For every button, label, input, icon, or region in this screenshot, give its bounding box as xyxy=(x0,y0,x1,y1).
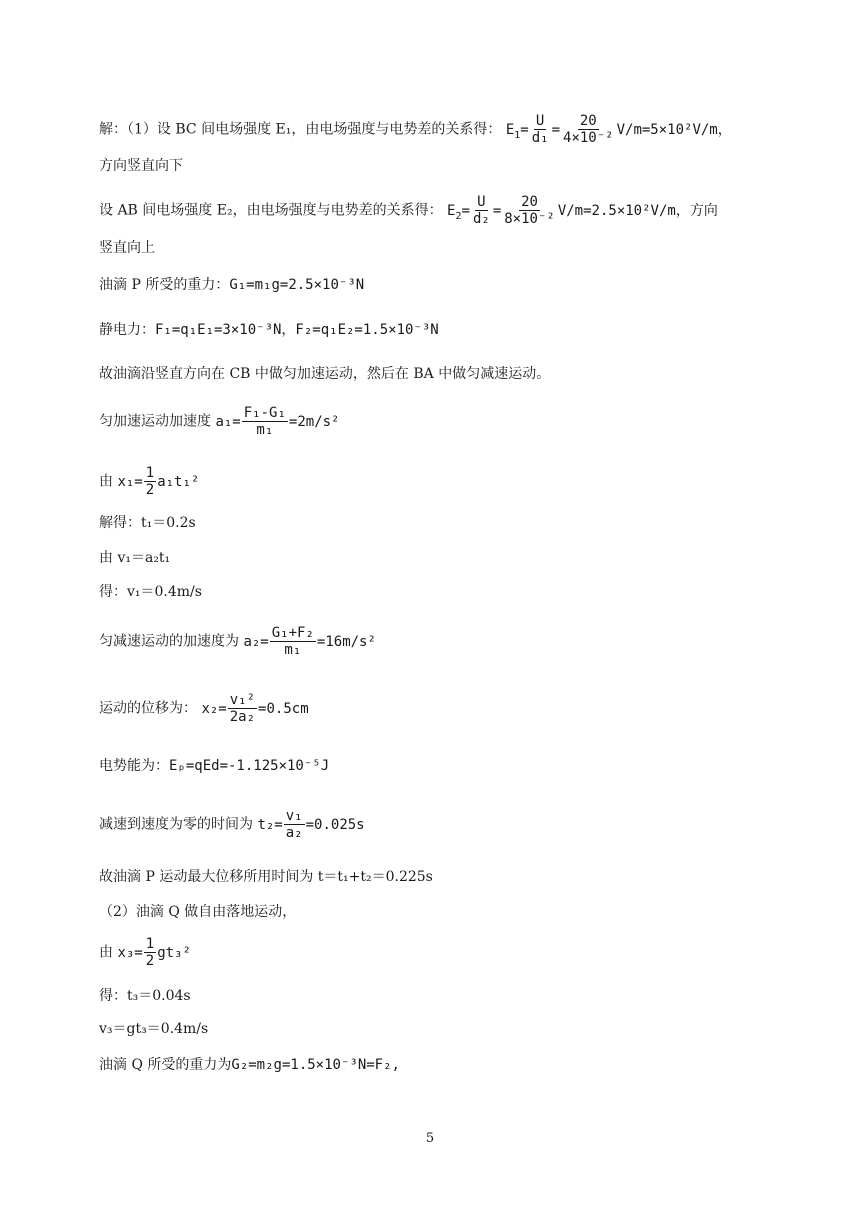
formula-symbol: E xyxy=(505,121,515,138)
fraction-denominator: d₂ xyxy=(472,211,490,228)
fraction-denominator: 2 xyxy=(145,953,155,970)
line-text: 油滴 P 所受的重力： xyxy=(99,277,230,293)
line-text: 解：（1）设 BC 间电场强度 E₁，由电场强度与电势差的关系得： xyxy=(99,121,502,138)
formula-symbol: E xyxy=(447,202,456,219)
fraction-denominator: 2 xyxy=(145,482,155,499)
formula-subscript: 1 xyxy=(514,129,521,141)
solution-line-3 xyxy=(99,194,718,227)
fraction-denominator: d₁ xyxy=(531,130,549,147)
solution-line-14 xyxy=(99,692,309,725)
solution-line-11: 由 v₁＝a₂t₁ xyxy=(99,550,171,566)
formula-a2 xyxy=(243,625,376,659)
solution-line-8 xyxy=(99,405,339,438)
formula-x3 xyxy=(117,936,191,970)
fraction-numerator: 1 xyxy=(145,465,155,481)
fraction xyxy=(144,465,156,498)
solution-line-10: 解得：t₁＝0.2s xyxy=(99,515,196,531)
solution-line-16 xyxy=(99,808,365,841)
line-text: 由 xyxy=(99,944,113,961)
line-text: 设 AB 间电场强度 E₂，由电场强度与电势差的关系得： xyxy=(99,202,443,219)
line-text: 匀加速运动加速度 xyxy=(99,413,211,430)
formula-a1 xyxy=(215,405,340,439)
fraction-u-d1 xyxy=(530,113,551,146)
formula-e1: $E_1=$ $\frac{U}{\text{d₁}}$ = $\frac{20}{\text{4×10⁻²}}$ V/m=5×10²V/m， xyxy=(505,113,732,147)
page-number: 5 xyxy=(425,1131,435,1146)
line-text: 运动的位移为： xyxy=(99,700,197,717)
formula-result: =0.5cm xyxy=(258,700,309,717)
fraction-numerator: U xyxy=(535,113,545,129)
formula-lhs: a₂= xyxy=(243,633,269,650)
fraction xyxy=(270,625,316,658)
formula-result: =16m/s² xyxy=(316,633,376,650)
solution-line-13 xyxy=(99,625,376,658)
line-text: 匀减速运动的加速度为 xyxy=(99,633,239,650)
formula-result: gt₃² xyxy=(157,944,191,961)
formula-lhs: x₁= xyxy=(117,473,143,490)
formula-x2 xyxy=(201,692,309,726)
fraction-20-over xyxy=(502,194,557,227)
fraction-u-d2 xyxy=(471,194,492,227)
fraction xyxy=(284,808,305,841)
fraction-numerator: v₁ xyxy=(285,808,303,824)
fraction-numerator: 20 xyxy=(521,194,538,210)
fraction-denominator: m₁ xyxy=(256,422,274,439)
solution-line-6 xyxy=(99,323,439,337)
fraction-numerator: v₁² xyxy=(229,692,256,708)
solution-line-17: 故油滴 P 运动最大位移所用时间为 t＝t₁+t₂＝0.225s xyxy=(99,869,433,885)
formula-result: =0.025s xyxy=(305,816,365,833)
formula-t2 xyxy=(257,808,365,842)
fraction xyxy=(228,692,257,725)
formula-lhs: t₂= xyxy=(257,816,283,833)
fraction-numerator: F₁-G₁ xyxy=(243,405,286,421)
fraction-denominator: 8×10⁻² xyxy=(504,211,555,228)
solution-line-12: 得：v₁＝0.4m/s xyxy=(99,584,202,600)
formula-g2: G₂=m₂g=1.5×10⁻³N=F₂, xyxy=(231,1057,400,1073)
solution-line-7: 故油滴沿竖直方向在 CB 中做匀加速运动，然后在 BA 中做匀减速运动。 xyxy=(99,366,551,382)
formula-result: V/m=2.5×10²V/m，方向 xyxy=(557,202,718,219)
solution-line-15 xyxy=(99,759,329,773)
formula-result: V/m=5×10²V/m， xyxy=(616,121,732,138)
formula-lhs: x₃= xyxy=(117,944,143,961)
fraction-denominator: m₁ xyxy=(284,642,302,659)
solution-line-9 xyxy=(99,465,199,498)
solution-line-5 xyxy=(99,278,364,292)
solution-line-21: v₃＝gt₃＝0.4m/s xyxy=(99,1021,209,1037)
fraction-20-over xyxy=(561,113,616,146)
formula-e2: $E_2=$ $\frac{U}{\text{d₂}}$ = $\frac{20}{\text{8×10⁻²}}$ V/m=2.5×10²V/m，方向 xyxy=(447,194,718,228)
formula-result: =2m/s² xyxy=(288,413,340,430)
fraction xyxy=(144,936,156,969)
fraction-numerator: 1 xyxy=(145,936,155,952)
fraction-numerator: U xyxy=(477,194,486,210)
solution-line-18: （2）油滴 Q 做自由落地运动， xyxy=(99,904,297,920)
line-text: 静电力： xyxy=(99,322,155,338)
solution-line-2: 方向竖直向下 xyxy=(99,158,183,174)
formula-lhs: a₁= xyxy=(215,413,241,430)
line-text: 电势能为： xyxy=(99,758,169,774)
solution-line-4: 竖直向上 xyxy=(99,240,155,256)
fraction-denominator: 4×10⁻² xyxy=(563,130,614,147)
formula-result: a₁t₁² xyxy=(157,473,200,490)
line-text: 油滴 Q 所受的重力为 xyxy=(99,1057,232,1073)
formula-lhs: x₂= xyxy=(201,700,227,717)
fraction-numerator: G₁+F₂ xyxy=(271,625,314,641)
line-text: 减速到速度为零的时间为 xyxy=(99,816,253,833)
solution-line-20: 得：t₃＝0.04s xyxy=(99,988,191,1004)
fraction xyxy=(242,405,288,438)
formula-g1: G₁=m₁g=2.5×10⁻³N xyxy=(229,277,365,293)
formula-ep: Eₚ=qEd=-1.125×10⁻⁵J xyxy=(169,758,330,774)
formula-subscript: 2 xyxy=(455,210,462,222)
formula-f1-f2: F₁=q₁E₁=3×10⁻³N，F₂=q₁E₂=1.5×10⁻³N xyxy=(155,322,439,338)
solution-line-19 xyxy=(99,936,191,969)
formula-x1 xyxy=(117,465,200,499)
fraction-numerator: 20 xyxy=(579,113,597,129)
fraction-denominator: a₂ xyxy=(285,825,303,842)
solution-line-1 xyxy=(99,113,732,146)
solution-line-22 xyxy=(99,1058,400,1072)
fraction-denominator: 2a₂ xyxy=(229,709,256,726)
line-text: 由 xyxy=(99,473,113,490)
